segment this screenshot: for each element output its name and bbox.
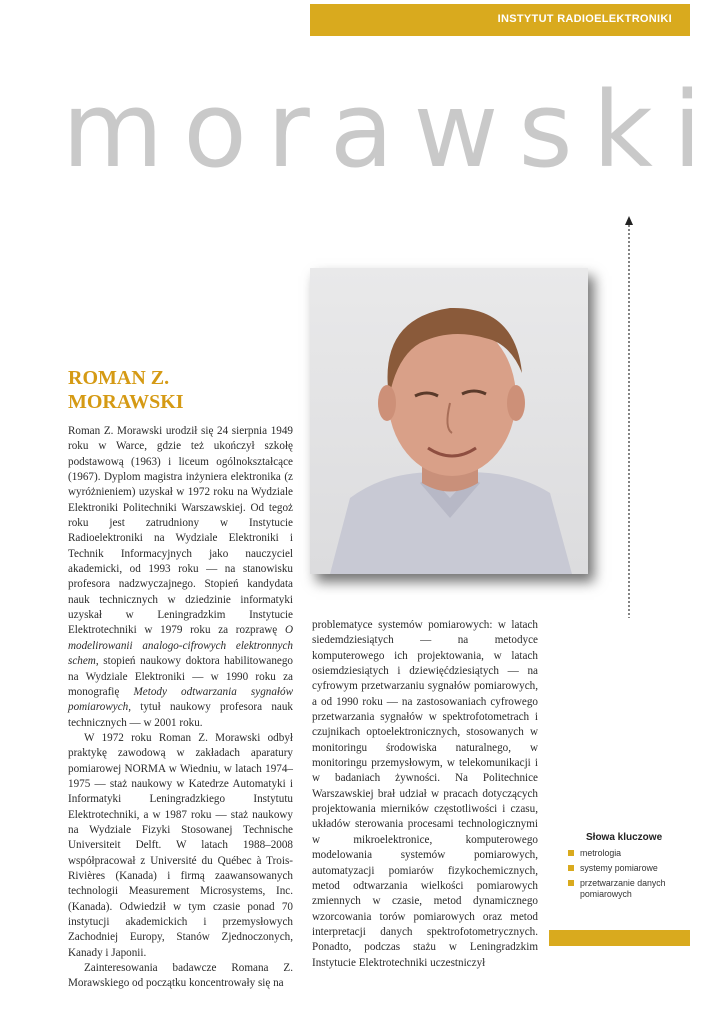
bio-text: Roman Z. Morawski urodził się 24 sierpnia 1949 roku w Warce, gdzie też ukończył szkołę podstawową (1963) i liceum ogólnokształcące (1967). Dyplom magistra inżyniera elektronika (z wyróżnieniem) uzyskał w 1972 roku na Wydziale Elektroniki Politechniki Warszawskiej. Od tegoż roku jest zatrudniony w Instytucie Radioelektroniki na Wydziale Elektroniki i Technik Informacyjnych jako nauczyciel akademicki, od 1993 roku — na stanowisku profesora nadzwyczajnego. Stopień kandydata nauk technicznych w dziedzinie informatyki uzyskał w Leningradzkim Instytucie Elektrotechniki w 1979 roku za rozprawę xyxy=(68,425,293,637)
heading-line-1: ROMAN Z. xyxy=(68,367,170,389)
keyword-item xyxy=(568,878,704,900)
biography-column-1 xyxy=(68,424,293,992)
portrait-photo xyxy=(310,268,588,574)
bio-paragraph-2: W 1972 roku Roman Z. Morawski odbył praktykę zawodową w zakładach aparatury pomiarowej NORMA w Wiedniu, w latach 1974–1975 — staż naukowy w Katedrze Automatyki i Informatyki Leningradzkiego Instytutu Elektrotechniki, a w 1987 roku — staż naukowy na Wydziale Fizyki Stosowanej Technische Universiteit Delft. W latach 1988–2008 współpracował z Université du Québec à Trois-Rivières (Kanada) i firmą zaawansowanych technologii Measurement Microsystems, Inc. (Kanada). Odwiedził w tym czasie ponad 70 instytucji akademickich i przemysłowych Zachodniej Europy, Stanów Zjednoczonych, Kanady i Japonii. xyxy=(68,731,293,959)
keyword-label: systemy pomiarowe xyxy=(580,863,658,873)
square-bullet-icon xyxy=(568,850,574,856)
keyword-item xyxy=(568,863,704,874)
dissertation-title: O modelirowanii analogo-cifrowych elektronnych schem xyxy=(68,624,293,668)
bio-paragraph-1 xyxy=(68,424,293,731)
monograph-title: Metody odtwarzania sygnałów pomiarowych xyxy=(68,685,293,714)
header-label: INSTYTUT RADIOELEKTRONIKI xyxy=(497,13,672,25)
biography-column-2 xyxy=(312,618,538,971)
keywords-title: Słowa kluczowe xyxy=(586,832,663,843)
portrait-image xyxy=(310,268,588,574)
bottom-accent-bar xyxy=(549,930,690,946)
keyword-label: przetwarzanie danych pomiarowych xyxy=(580,878,666,899)
bio-text: , tytuł naukowy profesora nauk technicznych — w 2001 roku. xyxy=(68,701,293,729)
square-bullet-icon xyxy=(568,880,574,886)
header-bar xyxy=(310,4,690,36)
keywords-list xyxy=(568,848,704,904)
dotted-arrow-icon xyxy=(624,216,634,618)
square-bullet-icon xyxy=(568,865,574,871)
bio-paragraph-3: Zainteresowania badawcze Romana Z. Morawskiego od początku koncentrowały się na xyxy=(68,962,293,990)
keyword-label: metrologia xyxy=(580,848,622,858)
keyword-item xyxy=(568,848,704,859)
heading-line-2: MORAWSKI xyxy=(68,391,184,413)
bio-paragraph-continued: problematyce systemów pomiarowych: w latach siedemdziesiątych — na metodyce komputerowego ich projektowania, w latach osiemdziesiątych i dziewięćdziesiątych — na cyfrowym przetwarzaniu sygnałów pomiarowych, a od 1990 roku — na zastosowaniach cyfrowego przetwarzania sygnałów w spektrofotometrach i czujnikach optoelektronicznych, stosowanych w monitoringu środowiska naturalnego, w monitoringu przemysłowym, w telekomunikacji i w badaniach żywności. Na Politechnice Warszawskiej brał udział w pracach dotyczących projektowania mierników częstotliwości i czasu, układów sterowania procesami technologicznymi w mikroelektronice, komputerowego modelowania systemów pomiarowych, automatyzacji pomiarów fizykochemicznych, metod odtwarzania wielkości pomiarowych zmiennych w czasie, metod dynamicznego wzorcowania torów pomiarowych oraz metod interpretacji danych spektrofotometrycznych. Ponadto, podczas stażu w Leningradzkim Instytucie Elektrotechniki uczestniczył xyxy=(312,619,538,969)
bio-text: , stopień naukowy doktora habilitowanego na Wydziale Elektroniki — w 1990 roku za monografię xyxy=(68,655,293,698)
person-name-heading xyxy=(68,366,268,414)
surname-large-title: morawski xyxy=(62,69,722,191)
